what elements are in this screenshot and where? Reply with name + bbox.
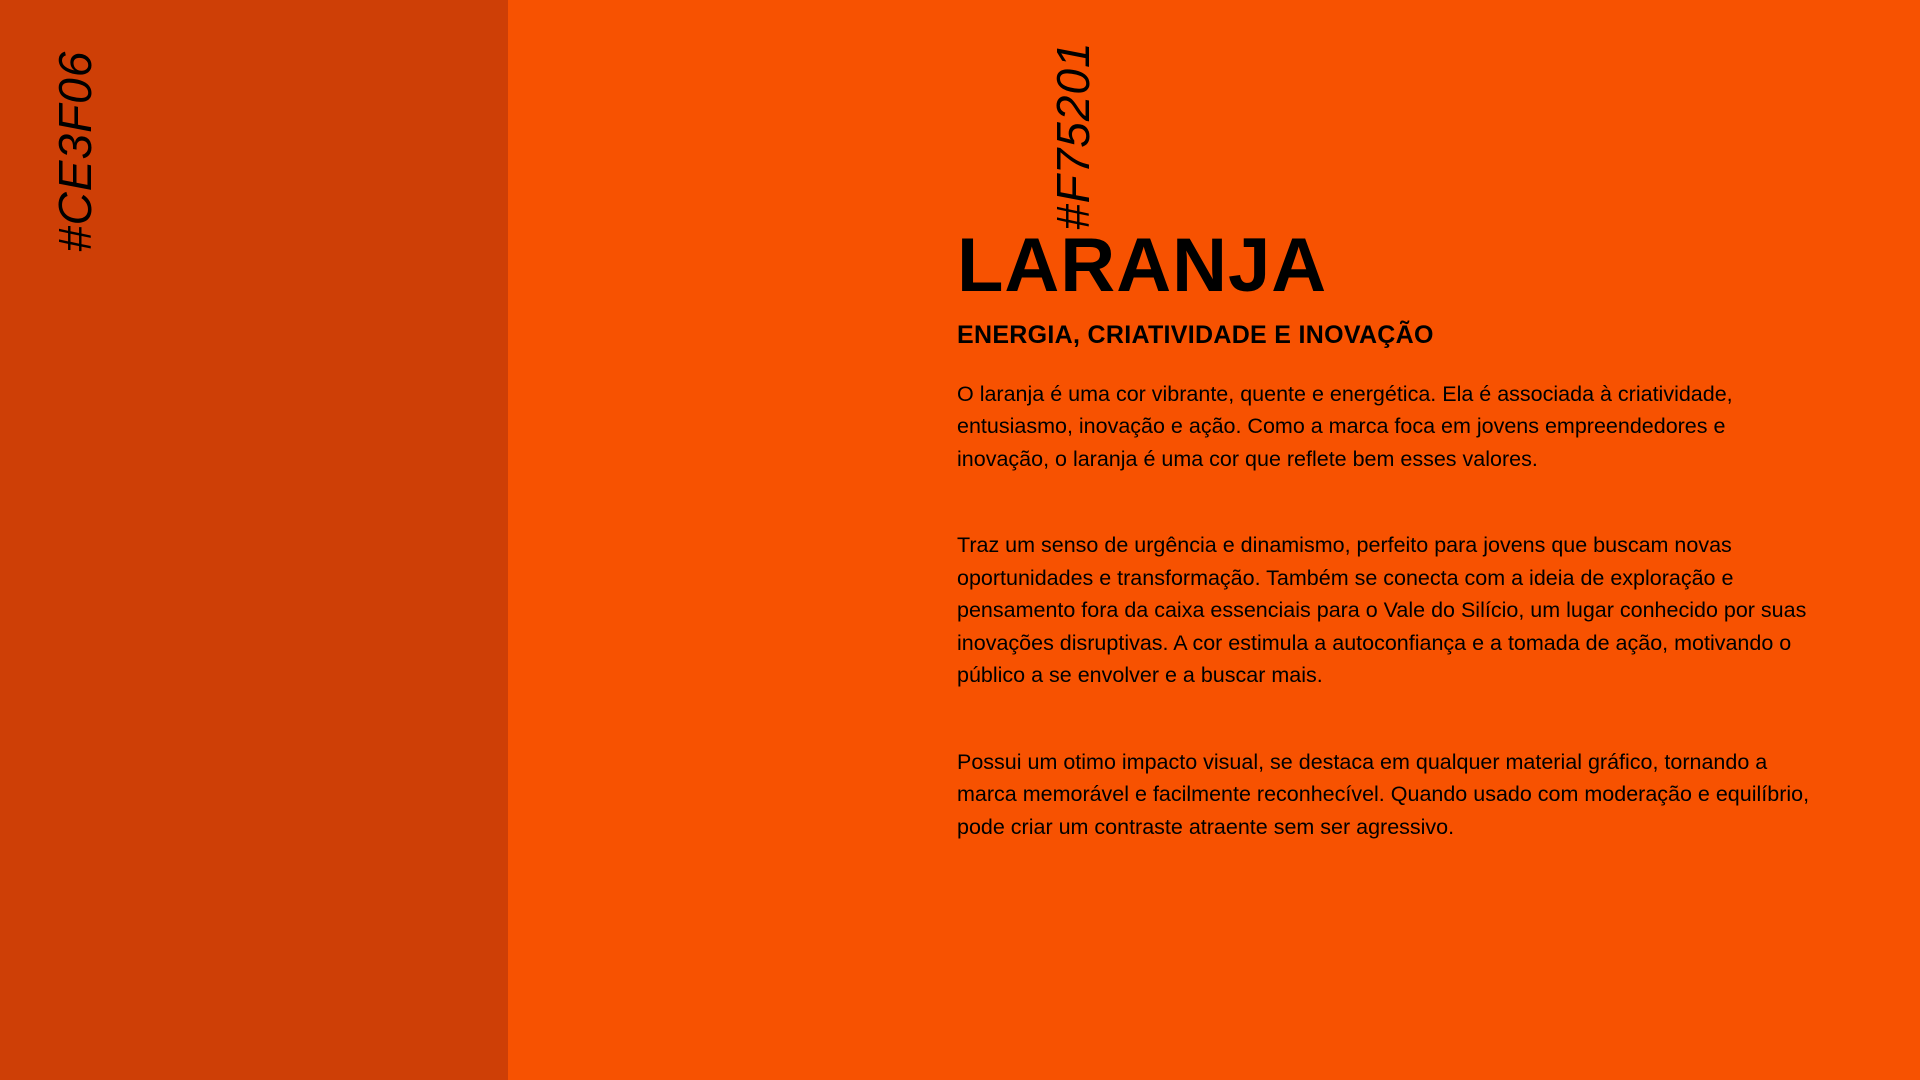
color-description [957,223,1817,843]
color-subtitle: ENERGIA, CRIATIVIDADE E INOVAÇÃO [957,321,1434,349]
dark-orange-swatch [0,0,508,1080]
description-paragraph-2: Traz um senso de urgência e dinamismo, perfeito para jovens que buscam novas oportunidades e transformação. Também se conecta com a ideia de exploração e pensamento fora da caixa essenciais para o Vale do Silício, um lugar conhecido por suas inovações disruptivas. A cor estimula a autoconfiança e a tomada de ação, motivando o público a se envolver e a buscar mais. [957,533,1807,687]
description-paragraph-3: Possui um otimo impacto visual, se destaca em qualquer material gráfico, tornando a marca memorável e facilmente reconhecível. Quando usado com moderação e equilíbrio, pode criar um contraste atraente sem ser agressivo. [957,749,1810,839]
dark-swatch-hex-label: #CE3F06 [49,50,101,252]
color-title: LARANJA [957,223,1328,308]
description-paragraph-1: O laranja é uma cor vibrante, quente e energética. Ela é associada à criatividade, entusiasmo, inovação e ação. Como a marca foca em jovens empreendedores e inovação, o laranja é uma cor que reflete bem esses valores. [957,381,1733,471]
main-swatch-hex-label: #F75201 [1047,41,1099,230]
